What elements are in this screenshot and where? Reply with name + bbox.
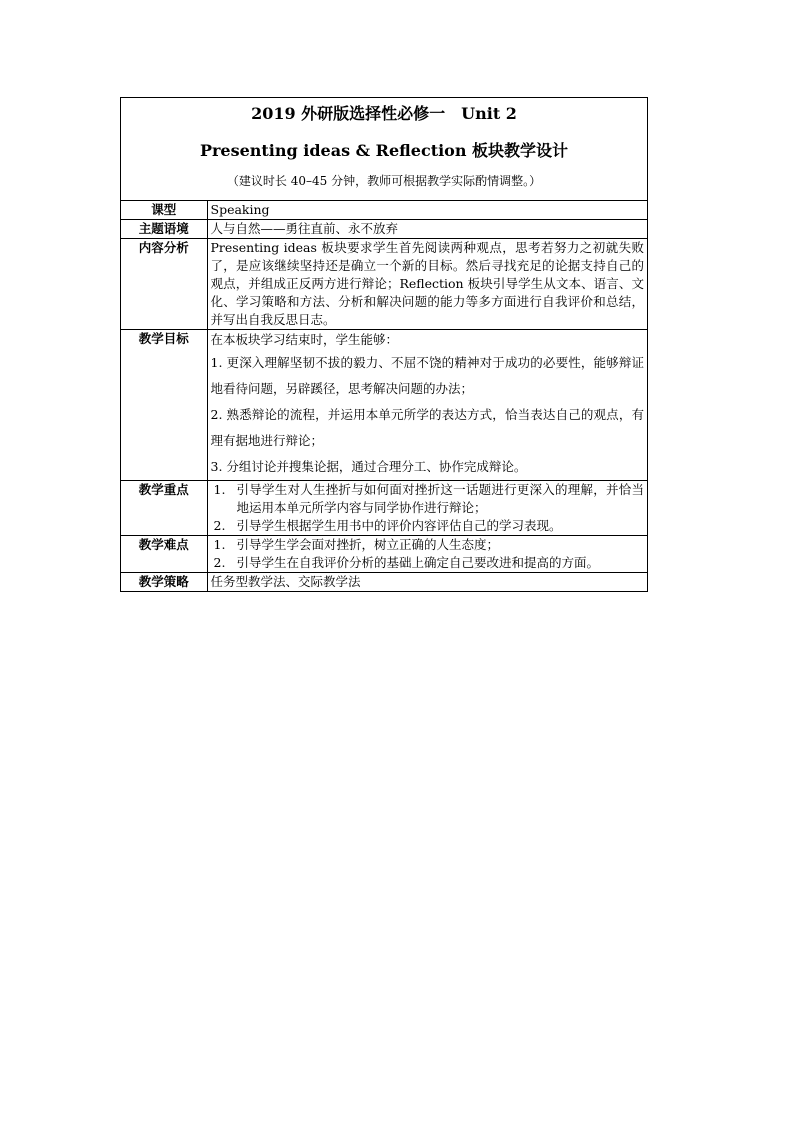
table-row-key-points (121, 481, 647, 536)
goals-intro: 在本板块学习结束时，学生能够： (210, 332, 399, 347)
duration-note: （建议时长 40–45 分钟，教师可根据教学实际酌情调整。） (226, 174, 542, 188)
row-value-type: Speaking (210, 202, 270, 217)
list-item (211, 481, 645, 517)
table-row-type (121, 201, 647, 220)
table-row-strategy (121, 573, 647, 592)
list-item (211, 536, 645, 554)
row-label-goals: 教学目标 (121, 330, 207, 481)
document-title: 2019 外研版选择性必修一 Unit 2 (251, 104, 517, 123)
row-label-difficulties: 教学难点 (121, 536, 207, 573)
table-row-analysis (121, 239, 647, 330)
document-subtitle: Presenting ideas & Reflection 板块教学设计 (199, 141, 569, 160)
row-label-theme: 主题语境 (121, 220, 207, 239)
row-value-analysis: Presenting ideas 板块要求学生首先阅读两种观点，思考若努力之初就失败了，是应该继续坚持还是确立一个新的目标。然后寻找充足的论据支持自己的观点，并组成正反两方进行辩论；Reflection 板块引导学生从文本、语言、文化、学习策略和方法、分析和解决问题的能力等多方面进行自我评价和总结，并写出自我反思日志。 (207, 239, 647, 330)
goal-item-1: 1. 更深入理解坚韧不拔的毅力、不屈不饶的精神对于成功的必要性，能够辩证地看待问题，另辟蹊径，思考解决问题的办法； (210, 355, 644, 396)
row-value-goals (207, 330, 647, 481)
list-number: 2. (213, 518, 226, 533)
row-value-key-points (207, 481, 647, 536)
row-value-strategy: 任务型教学法、交际教学法 (207, 573, 647, 592)
row-label-key-points: 教学重点 (121, 481, 207, 536)
list-text: 引导学生学会面对挫折，树立正确的人生态度； (236, 537, 500, 552)
row-value-theme: 人与自然——勇往直前、永不放弃 (207, 220, 647, 239)
list-item (211, 554, 645, 572)
list-text: 引导学生在自我评价分析的基础上确定自己要改进和提高的方面。 (236, 555, 600, 570)
row-label-strategy: 教学策略 (121, 573, 207, 592)
row-label-type: 课型 (121, 201, 207, 220)
table-row-theme (121, 220, 647, 239)
table-row-difficulties (121, 536, 647, 573)
table-row-goals (121, 330, 647, 481)
lesson-plan-sheet (120, 97, 648, 592)
list-item (211, 517, 645, 535)
list-number: 2. (213, 555, 226, 570)
row-value-difficulties (207, 536, 647, 573)
lesson-plan-table (121, 201, 647, 591)
goal-item-3: 3. 分组讨论并搜集论据，通过合理分工、协作完成辩论。 (210, 459, 527, 474)
list-number: 1. (213, 537, 226, 552)
row-label-analysis: 内容分析 (121, 239, 207, 330)
list-number: 1. (213, 482, 226, 497)
difficulties-list (211, 536, 645, 572)
list-text: 引导学生对人生挫折与如何面对挫折这一话题进行更深入的理解，并恰当地运用本单元所学内容与同学协作进行辩论； (236, 482, 644, 515)
document-header (121, 98, 647, 201)
key-points-list (211, 481, 645, 535)
list-text: 引导学生根据学生用书中的评价内容评估自己的学习表现。 (236, 518, 562, 533)
goal-item-2: 2. 熟悉辩论的流程，并运用本单元所学的表达方式，恰当表达自己的观点，有理有据地进行辩论； (210, 407, 644, 448)
